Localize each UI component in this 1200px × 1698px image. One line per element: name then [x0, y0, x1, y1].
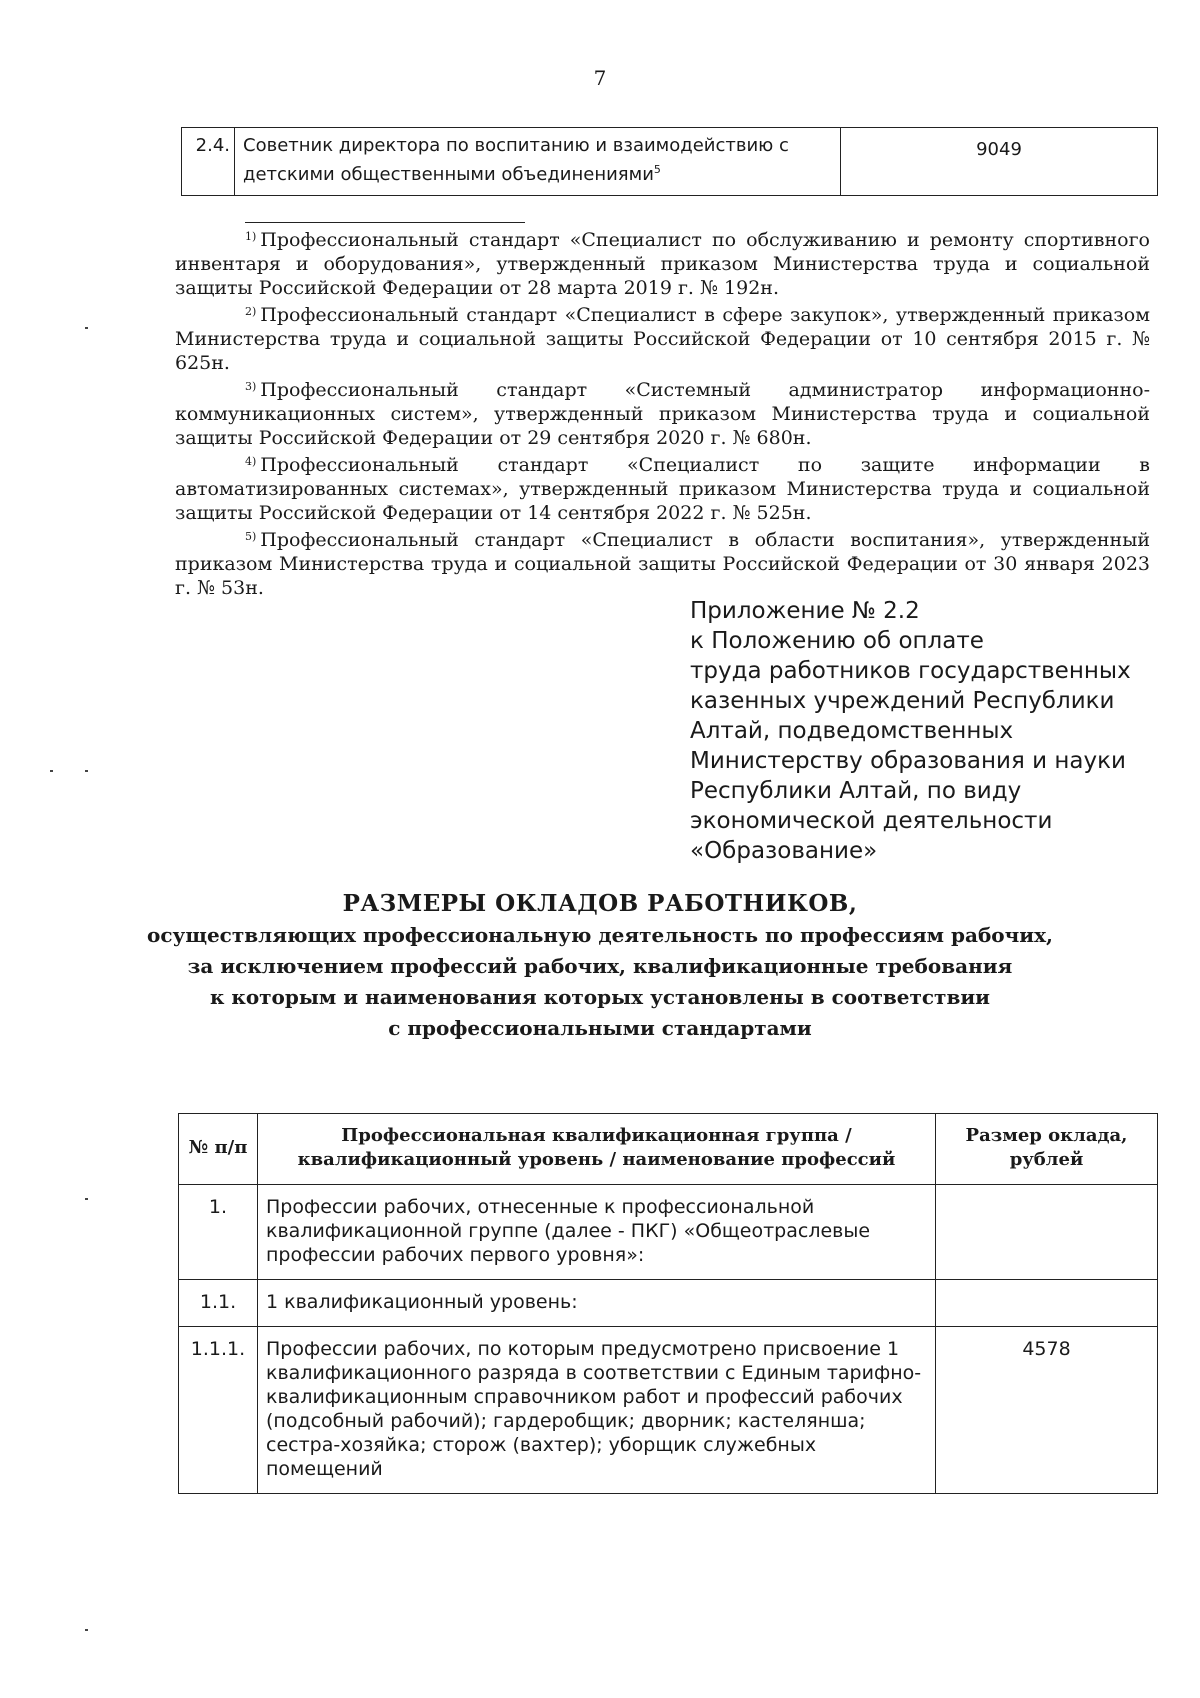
footnote-mark: 2) — [245, 305, 257, 318]
footnote-1 — [175, 228, 1150, 300]
footnote-text: Профессиональный стандарт «Специалист в области воспитания», утвержденный приказом Министерства труда и социальной защиты Российской Федерации от 30 января 2023 г. № 53н. — [175, 529, 1150, 599]
scan-speck — [85, 327, 88, 329]
document-heading — [0, 888, 1200, 1044]
scan-speck — [85, 1198, 88, 1200]
footnote-mark: 4) — [245, 455, 257, 468]
table-row — [182, 128, 1158, 196]
footnote-text: Профессиональный стандарт «Специалист по защите информации в автоматизированных системах», утвержденный приказом Министерства труда и социальной защиты Российской Федерации от 14 сентября 2022 г. № 525н. — [175, 454, 1150, 524]
appendix-line: к Положению об оплате — [690, 628, 984, 654]
row-salary — [936, 1280, 1158, 1327]
appendix-line: Приложение № 2.2 — [690, 598, 920, 624]
row-name — [235, 128, 841, 196]
footnote-separator — [245, 222, 525, 223]
footnote-text: Профессиональный стандарт «Системный администратор информационно-коммуникационных систем», утвержденный приказом Министерства труда и социальной защиты Российской Федерации от 29 сентября 2020 г. № 680н. — [175, 379, 1150, 449]
footnote-3 — [175, 378, 1150, 450]
heading-subtitle-line: осуществляющих профессиональную деятельность по профессиям рабочих, — [147, 923, 1053, 947]
heading-title: РАЗМЕРЫ ОКЛАДОВ РАБОТНИКОВ, — [342, 890, 858, 917]
page-number: 7 — [593, 66, 607, 90]
header-group: Профессиональная квалификационная группа / квалификационный уровень / наименование профессий — [258, 1114, 936, 1185]
footnote-4 — [175, 453, 1150, 525]
footnote-text: Профессиональный стандарт «Специалист по обслуживанию и ремонту спортивного инвентаря и оборудования», утвержденный приказом Министерства труда и социальной защиты Российской Федерации от 28 марта 2019 г. № 192н. — [175, 229, 1150, 299]
footnote-mark: 5) — [245, 530, 257, 543]
table-row — [179, 1185, 1158, 1280]
scan-speck — [85, 770, 88, 772]
footnote-ref: 5 — [653, 163, 661, 176]
row-number: 1.1.1. — [179, 1327, 258, 1494]
row-text: 1 квалификационный уровень: — [258, 1280, 936, 1327]
table-header-row — [179, 1114, 1158, 1185]
footnote-mark: 1) — [245, 230, 257, 243]
row-salary: 9049 — [841, 128, 1158, 196]
header-salary: Размер оклада, рублей — [936, 1114, 1158, 1185]
heading-subtitle-line: за исключением профессий рабочих, квалификационные требования — [187, 954, 1013, 978]
row-salary — [936, 1185, 1158, 1280]
salary-table — [178, 1113, 1158, 1494]
row-number: 2.4. — [182, 128, 235, 196]
top-salary-table — [181, 127, 1158, 196]
row-text: Профессии рабочих, по которым предусмотрено присвоение 1 квалификационного разряда в соответствии с Единым тарифно-квалификационным справочником работ и профессий рабочих (подсобный рабочий); гардеробщик; дворник; кастелянша; сестра-хозяйка; сторож (вахтер); уборщик служебных помещений — [258, 1327, 936, 1494]
appendix-block — [690, 596, 1130, 866]
row-salary: 4578 — [936, 1327, 1158, 1494]
appendix-line: экономической деятельности — [690, 808, 1053, 834]
footnotes — [175, 228, 1150, 603]
footnote-text: Профессиональный стандарт «Специалист в сфере закупок», утвержденный приказом Министерства труда и социальной защиты Российской Федерации от 10 сентября 2015 г. № 625н. — [175, 304, 1150, 374]
header-num: № п/п — [179, 1114, 258, 1185]
row-name-text: Советник директора по воспитанию и взаимодействию с детскими общественными объединениями — [243, 135, 789, 185]
row-text: Профессии рабочих, отнесенные к профессиональной квалификационной группе (далее - ПКГ) «Общеотраслевые профессии рабочих первого уровня»: — [258, 1185, 936, 1280]
heading-subtitle-line: с профессиональными стандартами — [388, 1016, 812, 1040]
appendix-line: казенных учреждений Республики — [690, 688, 1115, 714]
appendix-line: Алтай, подведомственных — [690, 718, 1014, 744]
table-row — [179, 1327, 1158, 1494]
scan-speck — [50, 770, 53, 772]
scan-speck — [85, 1629, 88, 1631]
footnote-2 — [175, 303, 1150, 375]
heading-subtitle-line: к которым и наименования которых установлены в соответствии — [209, 985, 991, 1009]
footnote-5 — [175, 528, 1150, 600]
footnote-mark: 3) — [245, 380, 257, 393]
table-row — [179, 1280, 1158, 1327]
appendix-line: труда работников государственных — [690, 658, 1131, 684]
appendix-line: Республики Алтай, по виду — [690, 778, 1022, 804]
row-number: 1.1. — [179, 1280, 258, 1327]
appendix-line: Министерству образования и науки — [690, 748, 1126, 774]
row-number: 1. — [179, 1185, 258, 1280]
appendix-line: «Образование» — [690, 838, 878, 864]
